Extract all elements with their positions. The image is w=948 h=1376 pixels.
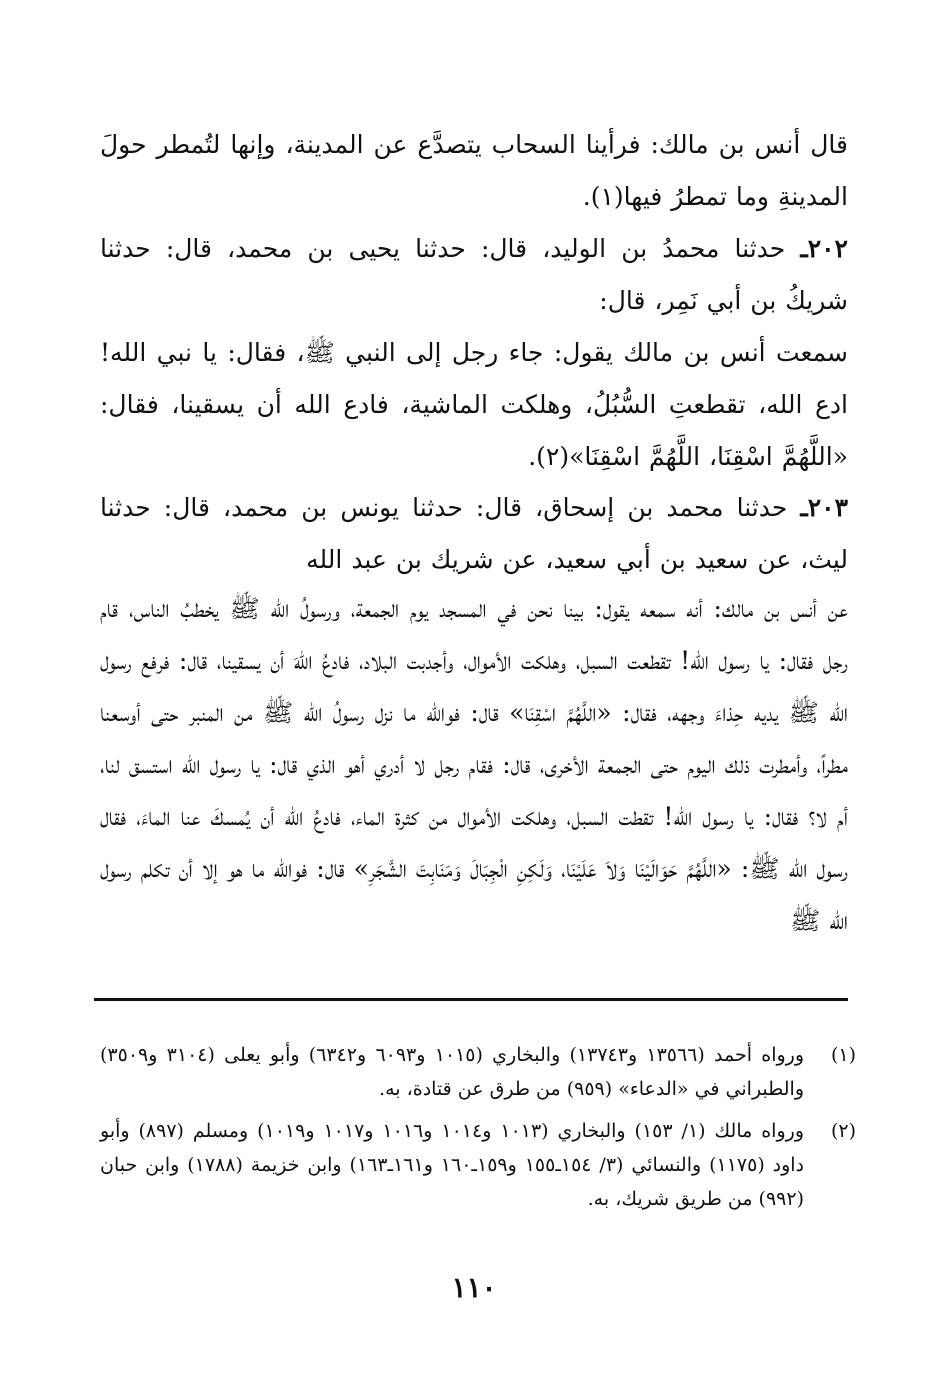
paragraph-text: قال أنس بن مالك: فرأينا السحاب يتصدَّع عن المدينة، وإنها لتُمطر حولَ المدينةِ وما تمطرُ فيها(١).	[100, 130, 848, 211]
hadith-number: ٢٠٣ـ	[800, 493, 849, 522]
hadith-203-chain	[100, 482, 848, 586]
hadith-202-text	[100, 327, 848, 483]
footnote-text: ورواه أحمد (١٣٥٦٦ و١٣٧٤٣) والبخاري (١٠١٥ و٦٠٩٣ و٦٣٤٢) وأبو يعلى (٣١٠٤ و٣٥٠٩) والطبراني في «الدعاء» (٩٥٩) من طرق عن قتادة، به.	[100, 1044, 805, 1100]
footnote-divider	[94, 998, 848, 1001]
hadith-number: ٢٠٢ـ	[800, 234, 848, 263]
footnote-text: ورواه مالك (١/ ١٥٣) والبخاري (١٠١٣ و١٠١٤ و١٠١٦ و١٠١٧ و١٠١٩) ومسلم (٨٩٧) وأبو داود (١١٧٥) والنسائي (٣/ ١٥٤ـ١٥٥ و١٥٩ـ١٦٠ و١٦١ـ١٦٣) وابن خزيمة (١٧٨٨) وابن حبان (٩٩٢) من طريق شريك، به.	[100, 1120, 805, 1210]
footnote-item	[100, 1038, 856, 1106]
footnotes-section	[100, 1038, 856, 1224]
footnote-marker: (١)	[830, 1044, 856, 1066]
hadith-202-chain	[100, 223, 848, 327]
footnote-marker: (٢)	[830, 1120, 856, 1142]
hadith-chain-text: حدثنا محمد بن إسحاق، قال: حدثنا يونس بن محمد، قال: حدثنا ليث، عن سعيد بن أبي سعيد، عن شريك بن عبد الله	[100, 493, 848, 574]
hadith-chain-text: حدثنا محمدُ بن الوليد، قال: حدثنا يحيى بن محمد، قال: حدثنا شريكُ بن أبي نَمِر، قال:	[100, 234, 848, 315]
footnote-item	[100, 1114, 856, 1216]
hadith-203-text	[100, 583, 848, 947]
page-number: ١١٠	[451, 1271, 497, 1304]
paragraph-text: عن أنس بن مالك: أنه سمعه يقول: بينا نحن في المسجد يوم الجمعة، ورسولُ الله ﷺ يخطبُ الناس، قام رجل فقال: يا رسول الله! تقطعت السبل، وهلكت الأموال، وأجدبت البلاد، فادعُ اللهَ أن يسقينا، قال: فرفع رسول الله ﷺ يديه حِذاءَ وجهه، فقال: «اللَّهُمَّ اسْقِنَا» قال: فوالله ما نزل رسولُ الله ﷺ من المنبر حتى أوسعنا مطراً، وأمطرت ذلك اليوم حتى الجمعة الأخرى، قال: فقام رجل لا أدري أهو الذي قال: يا رسول الله استسق لنا، أم لا؟ فقال: يا رسول الله! تقطت السبل، وهلكت الأموال من كثرة الماء، فادعُ الله أن يُمسكَ عنا الماءَ، فقال رسول الله ﷺ: «اللَّهُمَّ حَوَالَيْنَا وَلاَ عَلَيْنَا، وَلَكِنِ الْجِبَالَ وَمَنَابِتَ الشَّجَرِ» قال: فوالله ما هو إلا أن تكلم رسول الله ﷺ	[100, 594, 848, 935]
paragraph-anas-cloud-report	[100, 119, 848, 223]
paragraph-text: سمعت أنس بن مالك يقول: جاء رجل إلى النبي ﷺ، فقال: يا نبي الله! ادع الله، تقطعتِ السُّبُلُ، وهلكت الماشية، فادع الله أن يسقينا، فقال: «اللَّهُمَّ اسْقِنَا، اللَّهُمَّ اسْقِنَا»(٢).	[100, 338, 848, 471]
